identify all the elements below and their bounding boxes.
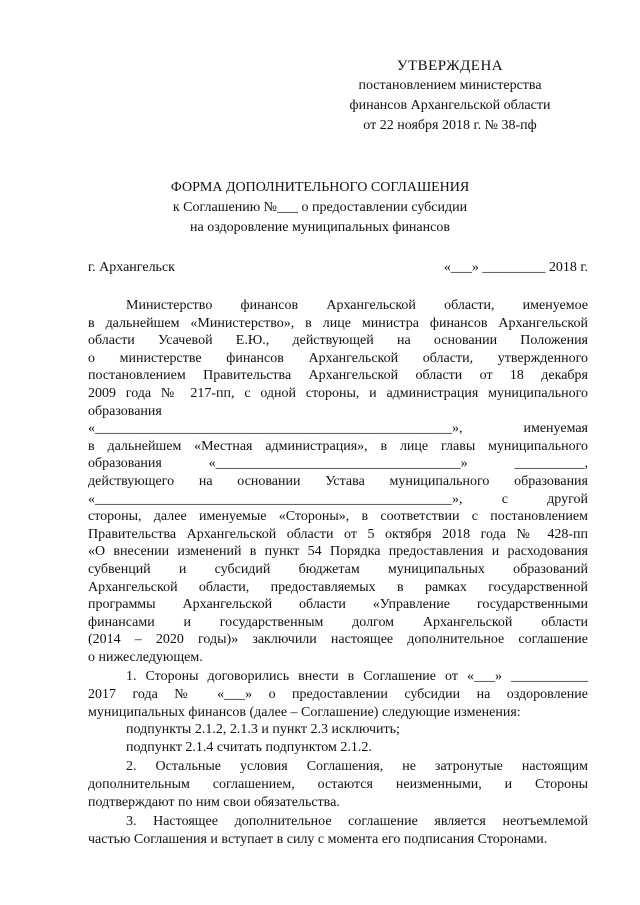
clause-1-item: подпункты 2.1.2, 2.1.3 и пункт 2.3 исключить; xyxy=(126,722,400,738)
text-line: 2009 года № 217-пп, с одной стороны, и администрация муниципального xyxy=(88,385,588,401)
text-line: образования «___________________________________» __________, xyxy=(88,456,588,472)
text-line: образования xyxy=(88,403,162,419)
text-line: (2014 – 2020 годы)» заключили настоящее дополнительное соглашение xyxy=(88,632,588,648)
text-line: в дальнейшем «Министерство», в лице министра финансов Архангельской xyxy=(88,315,588,331)
clause-3-line: частью Соглашения и вступает в силу с момента его подписания Сторонами. xyxy=(88,831,548,847)
clause-1-item: подпункт 2.1.4 считать подпунктом 2.1.2. xyxy=(126,739,372,755)
place-date-row xyxy=(88,258,588,278)
form-title-block xyxy=(0,178,640,238)
clause-1-line: муниципальных финансов (далее – Соглашение) следующие изменения: xyxy=(88,704,521,720)
text-line: «___________________________________________________», именуемая xyxy=(88,421,588,437)
text-line: области Усачевой Е.Ю., действующей на основании Положения xyxy=(88,333,588,349)
approval-line: финансов Архангельской области xyxy=(349,98,551,113)
clause-1-line: 1. Стороны договорились внести в Соглашение от «___» ___________ xyxy=(126,669,588,685)
clause-1-line: 2017 года № «___» о предоставлении субсидии на оздоровление xyxy=(88,687,588,703)
text-line: «___________________________________________________», с другой xyxy=(88,491,588,507)
text-line: стороны, далее именуемые «Стороны», в соответствии с постановлением xyxy=(88,509,588,525)
text-line: программы Архангельской области «Управление государственными xyxy=(88,597,588,613)
text-line: «О внесении изменений в пункт 54 Порядка предоставления и расходования xyxy=(88,544,588,560)
text-line: Архангельской области, предоставляемых в рамках государственной xyxy=(88,579,588,595)
text-line: в дальнейшем «Местная администрация», в лице главы муниципального xyxy=(88,438,588,454)
approval-line: постановлением министерства xyxy=(358,78,542,93)
approval-line: от 22 ноября 2018 г. № 38-пф xyxy=(363,118,537,133)
approval-stamp xyxy=(320,56,580,136)
clause-2-line: 2. Остальные условия Соглашения, не затронутые настоящим xyxy=(126,759,588,775)
city: г. Архангельск xyxy=(88,260,175,275)
clause-2-line: подтверждают по ним свои обязательства. xyxy=(88,794,340,810)
form-subtitle: на оздоровление муниципальных финансов xyxy=(190,220,450,235)
text-line: действующего на основании Устава муниципального образования xyxy=(88,473,588,489)
clause-3-line: 3. Настоящее дополнительное соглашение является неотъемлемой xyxy=(126,814,588,830)
form-title: ФОРМА ДОПОЛНИТЕЛЬНОГО СОГЛАШЕНИЯ xyxy=(170,180,470,195)
text-line: Министерство финансов Архангельской области, именуемое xyxy=(126,298,588,313)
text-line: Правительства Архангельской области от 5 октября 2018 года № 428-пп xyxy=(88,526,588,542)
text-line: о нижеследующем. xyxy=(88,649,203,665)
text-line: постановлением Правительства Архангельской области от 18 декабря xyxy=(88,368,588,384)
approval-heading: УТВЕРЖДЕНА xyxy=(396,58,504,74)
text-line: финансами и государственным долгом Архангельской области xyxy=(88,614,588,630)
agreement-date: «___» _________ 2018 г. xyxy=(443,260,588,275)
text-line: о министерстве финансов Архангельской области, утвержденного xyxy=(88,350,588,366)
agreement-body xyxy=(88,297,588,848)
form-subtitle: к Соглашению №___ о предоставлении субсидии xyxy=(172,200,468,215)
clause-2-line: дополнительным соглашением, остаются неизменными, и Стороны xyxy=(88,777,588,793)
text-line: субвенций и субсидий бюджетам муниципальных образований xyxy=(88,561,588,577)
